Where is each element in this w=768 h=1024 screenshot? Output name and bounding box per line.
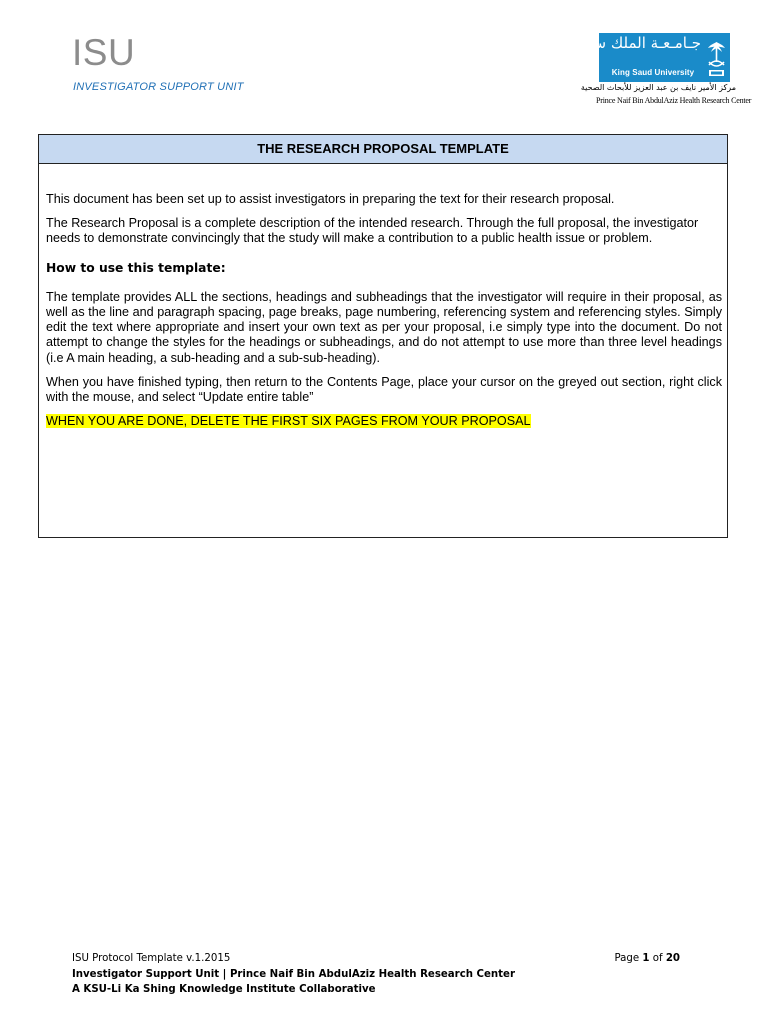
template-version: ISU Protocol Template v.1.2015 [72,953,231,964]
research-center-english: Prince Naif Bin AbdulAziz Health Research Center [596,96,752,105]
isu-subtitle: INVESTIGATOR SUPPORT UNIT [73,81,244,93]
instructions-box [38,134,728,538]
footer-row-1 [72,951,680,967]
page-word: Page [614,953,640,964]
page-of: of [652,953,663,964]
palm-swords-emblem-icon [704,38,729,79]
page-current: 1 [642,953,650,964]
intro-paragraph: This document has been set up to assist investigators in preparing the text for their research proposal. [46,192,615,206]
research-center-arabic: مركز الأمير نايف بن عبد العزيز للأبحاث الصحية [580,83,736,92]
delete-warning-text: WHEN YOU ARE DONE, DELETE THE FIRST SIX PAGES FROM YOUR PROPOSAL [46,414,531,429]
contents-update-paragraph: When you have finished typing, then return to the Contents Page, place your cursor on the greyed out section, right click with the mouse, and select “Update entire table” [46,374,722,405]
footer-collaborative-line: A KSU-Li Ka Shing Knowledge Institute Collaborative [72,984,376,995]
ksu-logo-box [571,33,730,82]
ksu-logo [571,31,752,107]
box-title: THE RESEARCH PROPOSAL TEMPLATE [39,135,727,164]
page-number [614,951,680,967]
page-total: 20 [665,953,680,964]
howto-heading: How to use this template: [46,260,226,275]
isu-logo-title: ISU [72,32,136,73]
ksu-arabic-name: جـامـعـة الملك سعود [571,34,701,52]
page-footer [72,951,680,998]
template-usage-paragraph: The template provides ALL the sections, headings and subheadings that the investigator will require in their proposal, as well as the line and paragraph spacing, page breaks, page numbering, referencing system and referencing styles. Simply edit the text where appropriate and insert your own text as per your proposal, i.e simply type into the document. Do not attempt to change the styles for the headings or subheadings, and do not attempt to use more than three level headings (i.e A main heading, a sub-heading and a sub-sub-heading). [46,289,722,365]
box-body [46,192,722,438]
delete-warning [46,414,722,429]
proposal-description-paragraph: The Research Proposal is a complete description of the intended research. Through the full proposal, the investigator needs to demonstrate convincingly that the study will make a contribution to a public health issue or problem. [46,216,699,246]
ksu-english-name: King Saud University [611,68,695,77]
footer-unit-line: Investigator Support Unit | Prince Naif Bin AbdulAziz Health Research Center [72,968,515,980]
